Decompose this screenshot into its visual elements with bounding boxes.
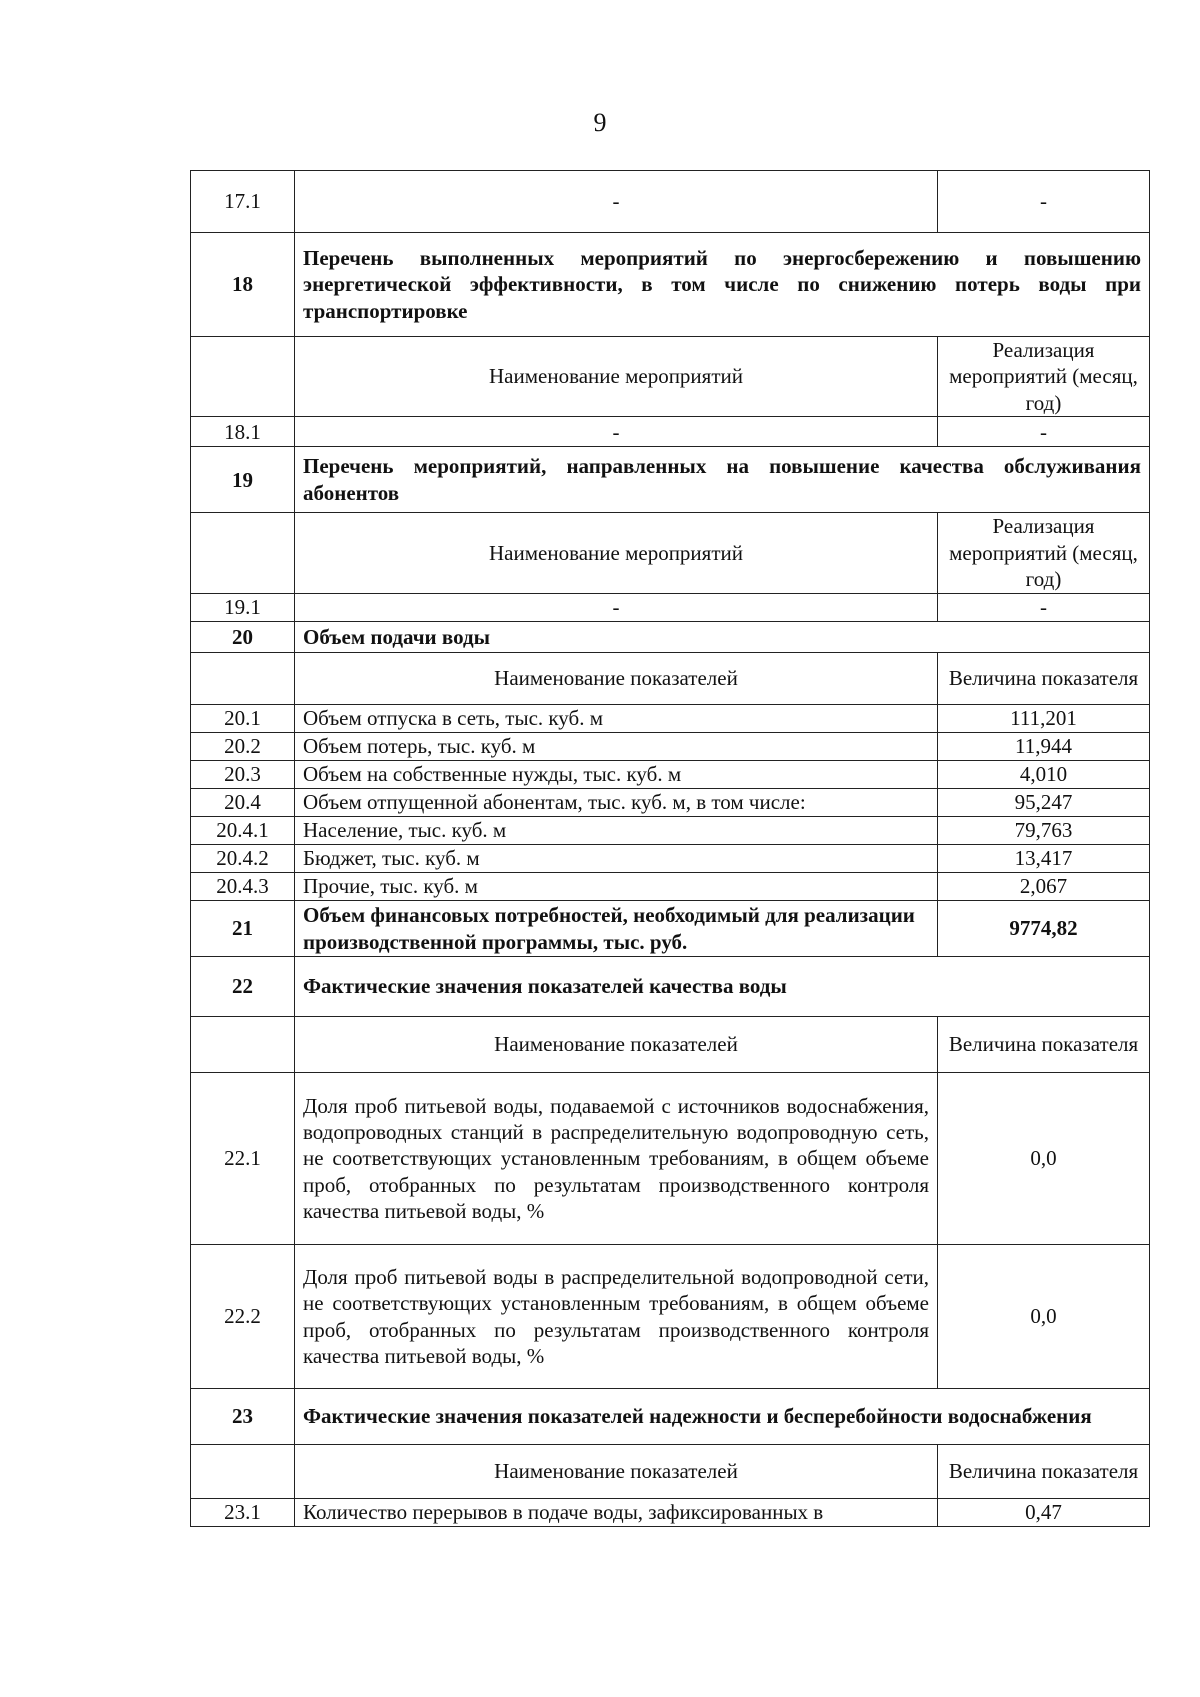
- row-number: 21: [191, 901, 295, 957]
- row-number: 23.1: [191, 1499, 295, 1527]
- table-row: [191, 705, 1150, 733]
- row-name: -: [295, 417, 938, 447]
- row-name: Объем потерь, тыс. куб. м: [295, 733, 938, 761]
- section-row: [191, 233, 1150, 337]
- column-header-name: Наименование показателей: [295, 653, 938, 705]
- row-value: 0,47: [938, 1499, 1150, 1527]
- row-number: 18.1: [191, 417, 295, 447]
- section-title: Фактические значения показателей надежности и бесперебойности водоснабжения: [295, 1389, 1150, 1445]
- row-number: 20.4: [191, 789, 295, 817]
- row-number: 19.1: [191, 593, 295, 621]
- page-number: 9: [593, 108, 607, 137]
- table-row: [191, 417, 1150, 447]
- empty-cell: [191, 337, 295, 417]
- row-number: 22.2: [191, 1245, 295, 1389]
- row-number: 20.4.1: [191, 817, 295, 845]
- column-header-value: Величина показателя: [938, 1445, 1150, 1499]
- section-number: 20: [191, 621, 295, 652]
- column-header-value: Величина показателя: [938, 1017, 1150, 1073]
- row-value: 2,067: [938, 873, 1150, 901]
- row-number: 20.4.2: [191, 845, 295, 873]
- table-row: [191, 733, 1150, 761]
- row-name: Бюджет, тыс. куб. м: [295, 845, 938, 873]
- section-title: Перечень мероприятий, направленных на повышение качества обслуживания абонентов: [295, 447, 1150, 513]
- row-number: 20.3: [191, 761, 295, 789]
- section-title: Объем подачи воды: [295, 621, 1150, 652]
- empty-cell: [191, 653, 295, 705]
- row-value: -: [938, 417, 1150, 447]
- row-value: 9774,82: [938, 901, 1150, 957]
- section-number: 19: [191, 447, 295, 513]
- empty-cell: [191, 513, 295, 593]
- section-row: [191, 1389, 1150, 1445]
- empty-cell: [191, 1445, 295, 1499]
- section-row: [191, 447, 1150, 513]
- header-row: [191, 1017, 1150, 1073]
- column-header-name: Наименование показателей: [295, 1017, 938, 1073]
- column-header-value: Реализация мероприятий (месяц, год): [938, 337, 1150, 417]
- program-table: [190, 170, 1150, 1527]
- row-value: 11,944: [938, 733, 1150, 761]
- table-row: [191, 1073, 1150, 1245]
- header-row: [191, 653, 1150, 705]
- row-name: Прочие, тыс. куб. м: [295, 873, 938, 901]
- row-value: 79,763: [938, 817, 1150, 845]
- row-value: 95,247: [938, 789, 1150, 817]
- row-value: 0,0: [938, 1245, 1150, 1389]
- section-number: 23: [191, 1389, 295, 1445]
- section-title: Фактические значения показателей качества воды: [295, 957, 1150, 1017]
- table-row: [191, 761, 1150, 789]
- row-name: Доля проб питьевой воды, подаваемой с источников водоснабжения, водопроводных станций в распределительную водопроводную сеть, не соответствующих установленным требованиям, в общем объеме проб, отобранных по результатам производственного контроля качества питьевой воды, %: [295, 1073, 938, 1245]
- row-number: 20.4.3: [191, 873, 295, 901]
- row-name: -: [295, 171, 938, 233]
- table-row: [191, 901, 1150, 957]
- row-number: 20.2: [191, 733, 295, 761]
- row-value: -: [938, 593, 1150, 621]
- row-value: -: [938, 171, 1150, 233]
- row-name: -: [295, 593, 938, 621]
- column-header-value: Реализация мероприятий (месяц, год): [938, 513, 1150, 593]
- row-number: 17.1: [191, 171, 295, 233]
- row-number: 22.1: [191, 1073, 295, 1245]
- section-title: Перечень выполненных мероприятий по энергосбережению и повышению энергетической эффективности, в том числе по снижению потерь воды при транспортировке: [295, 233, 1150, 337]
- column-header-name: Наименование мероприятий: [295, 337, 938, 417]
- column-header-value: Величина показателя: [938, 653, 1150, 705]
- section-row: [191, 621, 1150, 652]
- header-row: [191, 513, 1150, 593]
- row-name: Объем на собственные нужды, тыс. куб. м: [295, 761, 938, 789]
- section-row: [191, 957, 1150, 1017]
- row-number: 20.1: [191, 705, 295, 733]
- row-name: Объем отпущенной абонентам, тыс. куб. м, в том числе:: [295, 789, 938, 817]
- section-number: 22: [191, 957, 295, 1017]
- column-header-name: Наименование мероприятий: [295, 513, 938, 593]
- row-name: Доля проб питьевой воды в распределительной водопроводной сети, не соответствующих установленным требованиям, в общем объеме проб, отобранных по результатам производственного контроля качества питьевой воды, %: [295, 1245, 938, 1389]
- table-row: [191, 593, 1150, 621]
- row-name: Население, тыс. куб. м: [295, 817, 938, 845]
- row-value: 111,201: [938, 705, 1150, 733]
- row-name: Объем финансовых потребностей, необходимый для реализации производственной программы, тыс. руб.: [295, 901, 938, 957]
- row-value: 0,0: [938, 1073, 1150, 1245]
- table-row: [191, 789, 1150, 817]
- table-row: [191, 1245, 1150, 1389]
- table-row: [191, 873, 1150, 901]
- row-name: Количество перерывов в подаче воды, зафиксированных в: [295, 1499, 938, 1527]
- table-row: [191, 845, 1150, 873]
- row-name: Объем отпуска в сеть, тыс. куб. м: [295, 705, 938, 733]
- table-row: [191, 1499, 1150, 1527]
- header-row: [191, 337, 1150, 417]
- column-header-name: Наименование показателей: [295, 1445, 938, 1499]
- row-value: 4,010: [938, 761, 1150, 789]
- table-row: [191, 817, 1150, 845]
- section-number: 18: [191, 233, 295, 337]
- empty-cell: [191, 1017, 295, 1073]
- table-row: [191, 171, 1150, 233]
- header-row: [191, 1445, 1150, 1499]
- row-value: 13,417: [938, 845, 1150, 873]
